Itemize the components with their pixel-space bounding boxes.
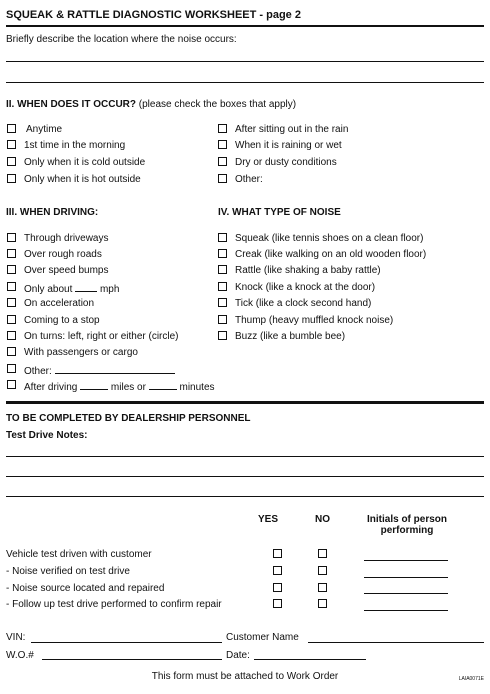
after-driving-label: After driving [24,382,78,393]
vin-field[interactable] [31,642,222,643]
checkbox-knock[interactable] [218,282,227,291]
checkbox-anytime[interactable] [7,124,16,133]
checkbox-noise-verified-yes[interactable] [273,566,282,575]
checkbox-after-driving[interactable] [7,380,16,389]
describe-location-label: Briefly describe the location where the noise occurs: [6,34,237,45]
section-2-heading [6,99,296,110]
minutes-blank[interactable] [149,380,177,390]
checkbox-first-time-morning[interactable] [7,140,16,149]
checkbox-other-conditions[interactable] [218,174,227,183]
date-field[interactable] [254,659,366,660]
checkbox-test-driven-yes[interactable] [273,549,282,558]
checkbox-driveways[interactable] [7,233,16,242]
driving-after-driving [24,380,215,393]
row-test-driven-label: Vehicle test driven with customer [6,549,152,560]
col-initials-line-2: performing [380,525,434,536]
noise-buzz: Buzz (like a bumble bee) [235,331,346,342]
checkbox-tick[interactable] [218,298,227,307]
noise-rattle: Rattle (like shaking a baby rattle) [235,265,381,276]
checkbox-noise-verified-no[interactable] [318,566,327,575]
driving-driveways: Through driveways [24,233,109,244]
option-raining-wet: When it is raining or wet [235,140,342,151]
noise-tick: Tick (like a clock second hand) [235,298,372,309]
wo-label: W.O.# [6,650,34,661]
driving-other [24,364,175,377]
option-anytime: Anytime [26,124,63,135]
date-label: Date: [226,650,250,661]
checkbox-dry-dusty[interactable] [218,157,227,166]
miles-blank[interactable] [80,380,108,390]
checkbox-after-rain[interactable] [218,124,227,133]
checkbox-passengers-cargo[interactable] [7,347,16,356]
option-hot-outside: Only when it is hot outside [24,174,141,185]
col-initials-header [357,514,457,536]
customer-name-field[interactable] [308,642,484,643]
checkbox-only-about-mph[interactable] [7,282,16,291]
checkbox-creak[interactable] [218,249,227,258]
wo-field[interactable] [42,659,222,660]
mph-blank[interactable] [75,282,97,292]
checkbox-on-turns[interactable] [7,331,16,340]
checkbox-follow-up-no[interactable] [318,599,327,608]
checkbox-source-repaired-no[interactable] [318,583,327,592]
dealership-heading: TO BE COMPLETED BY DEALERSHIP PERSONNEL [6,413,251,424]
describe-line-2[interactable] [6,82,484,83]
checkbox-raining-wet[interactable] [218,140,227,149]
option-cold-outside: Only when it is cold outside [24,157,146,168]
driving-rough-roads: Over rough roads [24,249,102,260]
initials-test-driven[interactable] [364,560,448,561]
row-noise-verified-label: - Noise verified on test drive [6,566,130,577]
customer-name-label: Customer Name [226,632,299,643]
option-after-rain: After sitting out in the rain [235,124,349,135]
checkbox-source-repaired-yes[interactable] [273,583,282,592]
test-drive-notes-label: Test Drive Notes: [6,430,88,441]
miles-or-label: miles or [110,382,146,393]
driving-passengers-cargo: With passengers or cargo [24,347,138,358]
driving-other-blank[interactable] [55,364,175,374]
section-3-heading: III. WHEN DRIVING: [6,207,99,218]
col-initials-line-1: Initials of person [366,514,447,525]
checkbox-thump[interactable] [218,315,227,324]
row-follow-up-label: - Follow up test drive performed to confirm repair [6,599,222,610]
checkbox-coming-to-stop[interactable] [7,315,16,324]
initials-source-repaired[interactable] [364,593,448,594]
checkbox-test-driven-no[interactable] [318,549,327,558]
initials-follow-up[interactable] [364,610,448,611]
page-title: SQUEAK & RATTLE DIAGNOSTIC WORKSHEET - page 2 [6,9,301,21]
noise-knock: Knock (like a knock at the door) [235,282,376,293]
section-2-note: (please check the boxes that apply) [138,99,297,110]
only-about-label: Only about [24,284,73,295]
checkbox-squeak[interactable] [218,233,227,242]
driving-acceleration: On acceleration [24,298,95,309]
driving-coming-to-stop: Coming to a stop [24,315,100,326]
vin-label: VIN: [6,632,26,643]
mph-label: mph [99,284,120,295]
checkbox-rough-roads[interactable] [7,249,16,258]
noise-creak: Creak (like walking on an old wooden floor) [235,249,427,260]
initials-noise-verified[interactable] [364,577,448,578]
dealership-divider [6,401,484,404]
checkbox-speed-bumps[interactable] [7,265,16,274]
checkbox-buzz[interactable] [218,331,227,340]
attach-work-order-note: This form must be attached to Work Order [151,671,339,682]
row-source-repaired-label: - Noise source located and repaired [6,583,165,594]
option-first-time-morning: 1st time in the morning [24,140,126,151]
driving-other-label: Other: [24,366,52,377]
checkbox-hot-outside[interactable] [7,174,16,183]
col-no-header: NO [315,514,330,525]
checkbox-follow-up-yes[interactable] [273,599,282,608]
driving-only-about [24,282,119,295]
col-yes-header: YES [258,514,279,525]
form-code: LAIA0071E [458,676,484,682]
notes-line-1[interactable] [6,456,484,457]
noise-squeak: Squeak (like tennis shoes on a clean floor) [235,233,424,244]
checkbox-acceleration[interactable] [7,298,16,307]
driving-speed-bumps: Over speed bumps [24,265,109,276]
minutes-label: minutes [179,382,215,393]
checkbox-driving-other[interactable] [7,364,16,373]
option-dry-dusty: Dry or dusty conditions [235,157,337,168]
notes-line-2[interactable] [6,476,484,477]
describe-line-1[interactable] [6,61,484,62]
option-other-conditions: Other: [235,174,263,185]
section-4-heading: IV. WHAT TYPE OF NOISE [218,207,341,218]
notes-line-3[interactable] [6,496,484,497]
driving-on-turns: On turns: left, right or either (circle) [24,331,179,342]
section-2-title: II. WHEN DOES IT OCCUR? [6,99,136,110]
checkbox-cold-outside[interactable] [7,157,16,166]
title-divider [6,25,484,27]
checkbox-rattle[interactable] [218,265,227,274]
noise-thump: Thump (heavy muffled knock noise) [235,315,394,326]
